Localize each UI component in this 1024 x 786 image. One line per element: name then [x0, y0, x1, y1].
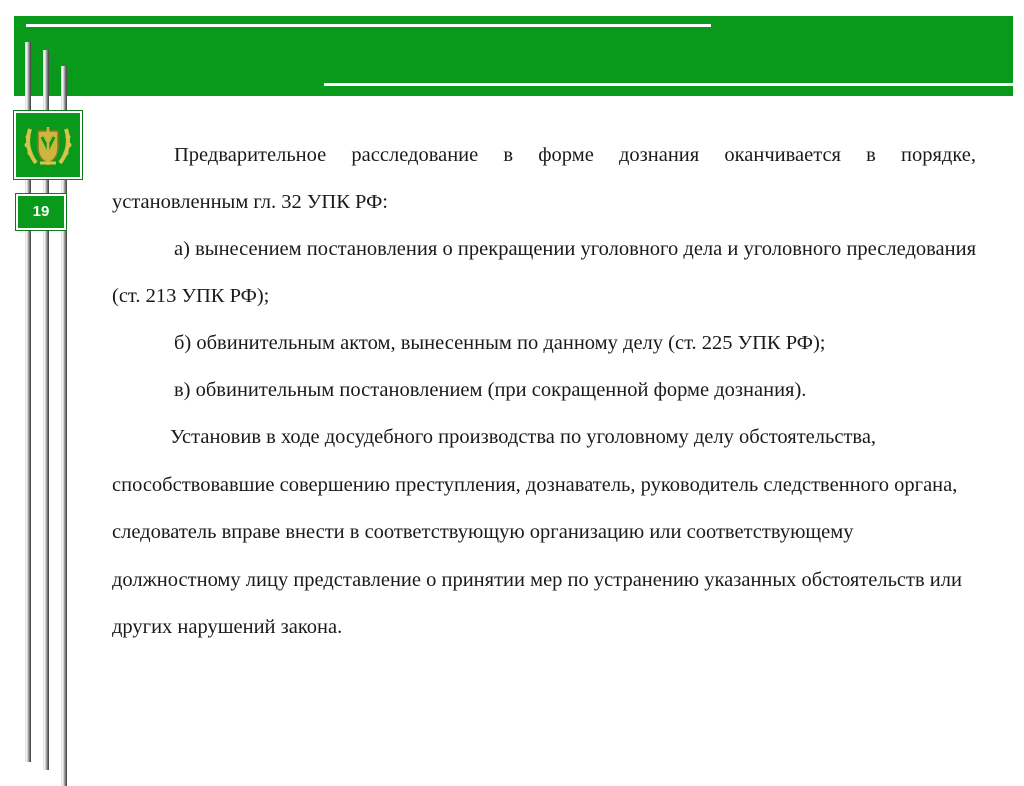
emblem [14, 111, 82, 179]
header-line-bottom [324, 83, 1013, 86]
paragraph-item-a: а) вынесением постановления о прекращении уголовного дела и уголовного преследования (ст. 213 УПК РФ); [112, 238, 976, 307]
page-number-badge: 19 [16, 194, 66, 230]
paragraph-intro: Предварительное расследование в форме дознания оканчивается в порядке, установленным гл. 32 УПК РФ: [112, 144, 976, 213]
paragraph-conclusion: Установив в ходе досудебного производства по уголовному делу обстоятельства, способствовавшие совершению преступления, дознаватель, руководитель следственного органа, следователь вправе внести в соответствующую организацию или соответствующему должностному лицу представление о принятии мер по устранению указанных обстоятельств или других нарушений закона. [112, 426, 962, 638]
emblem-icon [20, 117, 76, 173]
header-line-top [26, 24, 711, 27]
header-band [14, 16, 1013, 96]
paragraph-item-v: в) обвинительным постановлением (при сокращенной форме дознания). [174, 379, 807, 401]
slide-content [112, 132, 976, 652]
paragraph-item-b: б) обвинительным актом, вынесенным по данному делу (ст. 225 УПК РФ); [174, 332, 826, 354]
